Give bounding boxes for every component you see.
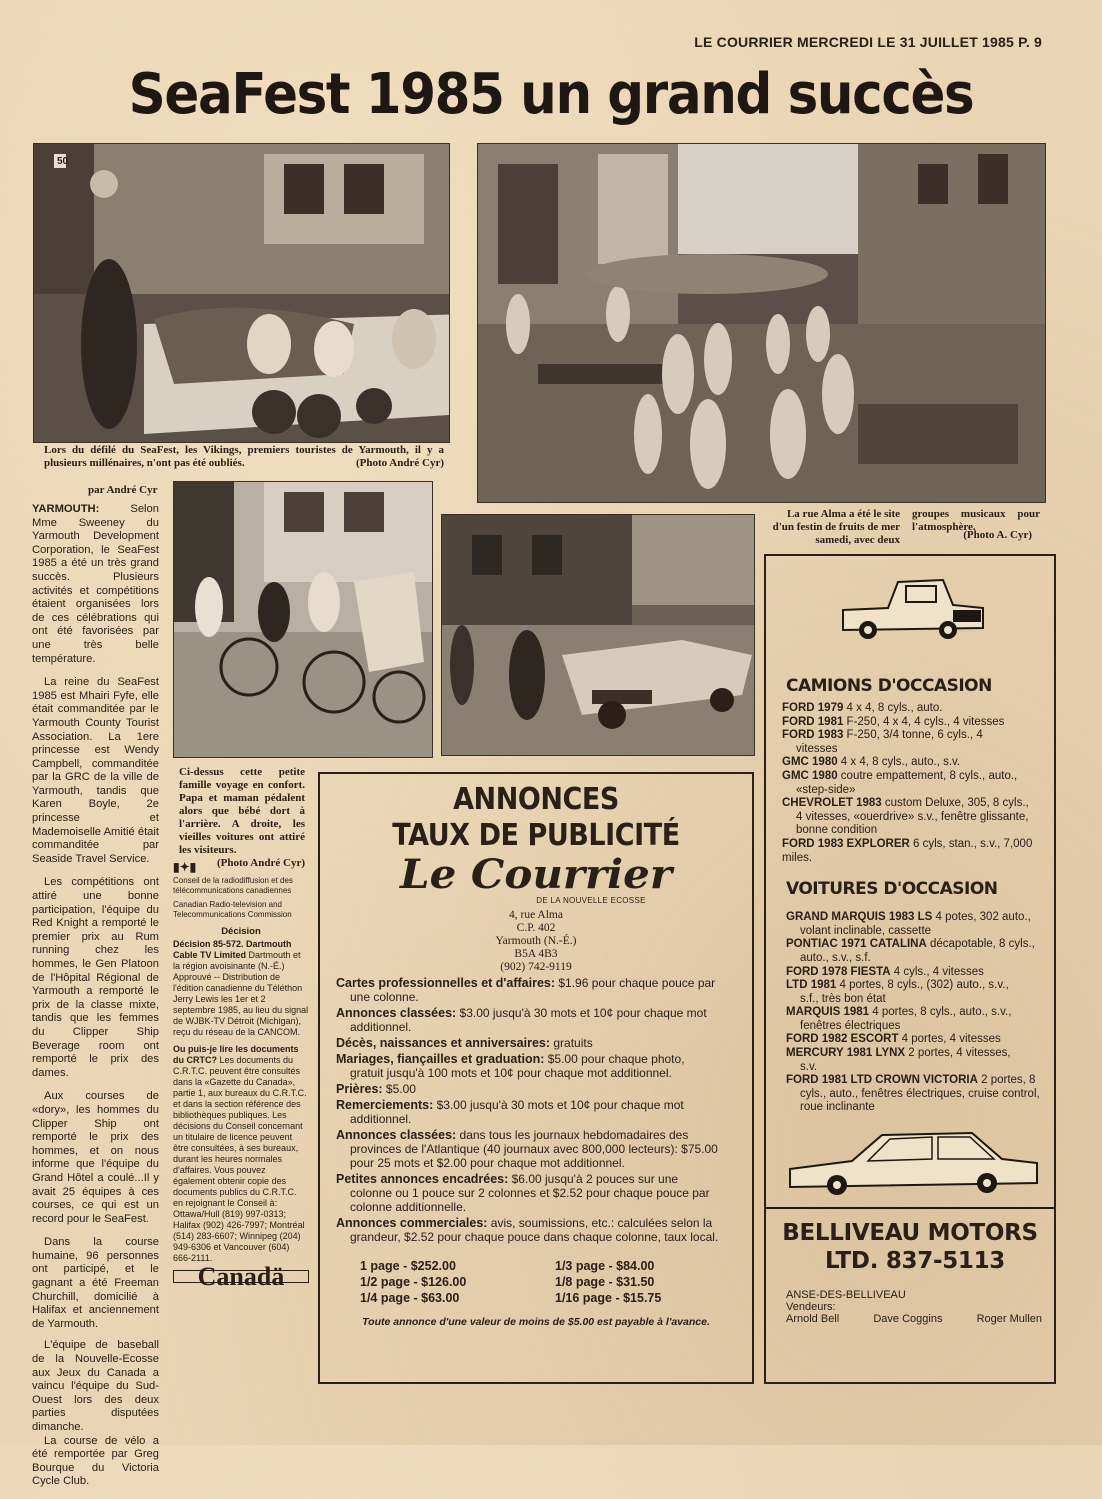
rate-text: gratuits (550, 1036, 593, 1050)
vehicle-desc: F-250, 3/4 tonne, 6 cyls., 4 (843, 729, 983, 742)
vehicle-desc: 2 portes, 4 vitesses, (905, 1047, 1011, 1060)
rate-text-cont: une colonne. (350, 990, 419, 1004)
vehicle-model: CHEVROLET 1983 (782, 797, 882, 810)
vehicle-model: GMC 1980 (782, 769, 838, 782)
ads-footnote: Toute annonce d'une valeur de moins de $5.00 est payable à l'avance. (362, 1316, 710, 1328)
rate-item (336, 976, 742, 1004)
rate-text-cont: provinces de l'Atlantique (40 journaux avec 800,000 lecteurs): $75.00 pour 25 mots et $2.00 pour chaque mot additionnel. (350, 1142, 718, 1170)
rate-text-cont: colonne ou 1 pouce sur 2 colonnes et $2.52 pour chaque pouce par colonne additionnelle. (350, 1186, 710, 1214)
alma-caption-left: La rue Alma a été le site d'un festin de fruits de mer samedi, avec deux (772, 508, 900, 546)
canada-flag-icon: ▮✦▮ (173, 860, 197, 874)
crtc-notice (173, 860, 309, 1291)
vehicle-desc: coutre empattement, 8 cyls., auto., (837, 769, 1018, 782)
vendors-label: Vendeurs: (786, 1301, 836, 1314)
vehicle-model: FORD 1978 FIESTA (786, 965, 891, 978)
article-text: Selon Mme Sweeney du Yarmouth Development Corporation, le SeaFest 1985 a été un très grand succès. Plusieurs activités et compétitions étaient organisées lors de ces célébrations qui ont été favorisées par une très belle température. (32, 503, 159, 665)
photo-alma-street (477, 143, 1046, 503)
viking-caption-text: Lors du défilé du SeaFest, les Vikings, premiers touristes de Yarmouth, il y a plusieurs millénaires, n'ont pas été oubliés. (44, 444, 444, 469)
article-body (32, 503, 159, 1499)
rate-text-cont: grandeur, $2.52 pour chaque pouce dans chaque colonne, taux local. (350, 1230, 719, 1244)
prices-left-col (360, 1258, 555, 1306)
vehicle-item (786, 1006, 1044, 1033)
le-courrier-logo-sub: DE LA NOUVELLE ECOSSE (536, 896, 646, 905)
rate-text: $3.00 jusqu'à 30 mots et 10¢ pour chaque mot (433, 1098, 684, 1112)
address-line: 4, rue Alma (509, 909, 563, 921)
vehicle-item (782, 838, 1044, 865)
le-courrier-logo: Le Courrier (400, 851, 672, 898)
vehicle-desc: 4 portes, 4 vitesses (898, 1033, 1001, 1046)
vehicle-model: PONTIAC 1971 CATALINA (786, 938, 927, 951)
ad-rates-box (318, 772, 754, 1384)
vehicle-model: FORD 1981 (782, 715, 844, 728)
dealer-divider (766, 1207, 1054, 1209)
vehicle-model: GMC 1980 (782, 756, 838, 769)
vehicle-desc: 4 cyls., 4 vitesses (890, 965, 984, 978)
vehicle-model: FORD 1983 (782, 729, 844, 742)
prices-right-col (555, 1258, 661, 1306)
viking-caption (44, 444, 444, 470)
vehicle-item (786, 1074, 1044, 1115)
trucks-heading: CAMIONS D'OCCASION (786, 676, 992, 696)
vehicle-desc: décapotable, 8 cyls., (926, 938, 1035, 951)
headline: SeaFest 1985 un grand succès (128, 62, 974, 127)
rate-label: Annonces classées: (336, 1006, 457, 1020)
vehicle-model: MERCURY 1981 LYNX (786, 1047, 906, 1060)
price-item: 1/2 page - $126.00 (360, 1275, 467, 1289)
photo-family-bike (173, 481, 433, 758)
sedan-illustration (782, 1125, 1042, 1199)
vehicle-item (782, 797, 1044, 838)
viking-credit: (Photo André Cyr) (356, 457, 444, 469)
rate-label: Cartes professionnelles et d'affaires: (336, 976, 556, 990)
rate-label: Remerciements: (336, 1098, 434, 1112)
article-paragraph: Aux courses de «dory», les hommes du Clipper Ship ont remporté le prix des hommes, et on nous informe que l'équipe du Grand Hôtel a coulé...Il y avait 25 équipes à ces courses, ce qui est un record pour le SeaFest. (32, 1090, 159, 1225)
vehicle-desc: F-250, 4 x 4, 4 cyls., 4 vitesses (843, 715, 1005, 728)
rate-item (336, 1128, 742, 1170)
vehicle-desc-cont: auto., s.v., s.f. (800, 951, 871, 964)
article-paragraph: Les compétitions ont attiré une bonne participation, l'équipe du Red Knight a remporté le premier prix au Rum running chez les hommes, le Gen Platoon de l'Hôpital Régional de Yarmouth a remporté le prix de la classe mixte, tandis que les femmes du Clipper Ship Beverage room ont remporté le prix des dames. (32, 876, 159, 1079)
rate-label: Mariages, fiançailles et graduation: (336, 1052, 545, 1066)
vehicle-desc: 4 portes, 8 cyls., (302) auto., s.v., (836, 979, 1009, 992)
photo-antique-cars (441, 514, 755, 756)
vehicle-desc-cont: 4 vitesses, «ouerdrive» s.v., fenêtre glissante, bonne condition (796, 810, 1029, 837)
pickup-truck-illustration (838, 570, 988, 640)
crtc-fr-name: Conseil de la radiodiffusion et des télécommunications canadiennes (173, 876, 293, 895)
vehicle-desc: 4 x 4, 8 cyls., auto. (843, 702, 943, 714)
vehicle-model: MARQUIS 1981 (786, 1006, 870, 1019)
page-prices (320, 1246, 752, 1306)
price-item: 1/16 page - $15.75 (555, 1291, 662, 1305)
article-paragraph: La reine du SeaFest 1985 est Mhairi Fyfe, elle était commanditée par le Yarmouth County Tourist Association. La 1ere princesse est Wendy Campbell, commanditée par la GRC de la ville de Yarmouth, tandis que Karen Boyle, 2e princesse et Mademoiselle Amitié était commanditée par Seaside Travel Service. (32, 676, 159, 865)
rate-item (336, 1052, 742, 1080)
vehicle-desc: 6 cyls, stan., s.v., 7,000 (909, 837, 1033, 850)
dealer-name: BELLIVEAU MOTORS (782, 1220, 1038, 1247)
vendor-name: Dave Coggins (873, 1313, 943, 1326)
rate-label: Annonces classées: (336, 1128, 457, 1142)
alma-caption (770, 508, 1040, 547)
rate-text: $5.00 pour chaque photo, (544, 1052, 685, 1066)
photo-viking-float (33, 143, 450, 443)
rate-text: dans tous les journaux hebdomadaires des (456, 1128, 689, 1142)
vehicle-desc-cont: s.v. (800, 1060, 818, 1073)
article-paragraph: Dans la course humaine, 96 personnes ont participé, et le gagnant a été Freeman Churchill, domicilié à Halifax et anciennement de Yarmouth. (32, 1236, 159, 1330)
alma-credit: (Photo A. Cyr) (963, 529, 1032, 541)
rate-item (336, 1006, 742, 1034)
price-item: 1/4 page - $63.00 (360, 1291, 460, 1305)
vehicle-item (786, 911, 1044, 938)
crtc-decision-lead: Décision 85-572. Dartmouth Cable TV Limited (173, 939, 292, 960)
vehicle-item (786, 966, 1044, 980)
ads-title-line1: ANNONCES (453, 782, 619, 817)
address-line: Yarmouth (N.-É.) (495, 935, 577, 947)
canada-wordmark: Canadä (173, 1270, 309, 1283)
vehicle-desc-cont: fenêtres électriques (800, 1019, 901, 1032)
family-caption-text: Ci-dessus cette petite famille voyage en confort. Papa et maman pédalent alors que bébé dort à l'arrière. A droite, les vieilles voitures ont attiré les visiteurs. (179, 766, 305, 856)
rate-item (336, 1098, 742, 1126)
vehicle-desc: 4 x 4, 8 cyls., auto., s.v. (837, 756, 961, 769)
vehicle-desc: custom Deluxe, 305, 8 cyls., (881, 797, 1029, 810)
crtc-decision-heading: Décision (221, 926, 261, 937)
rate-text: avis, soumissions, etc.: calculées selon la (487, 1216, 713, 1230)
vehicle-model: LTD 1981 (786, 979, 837, 992)
vehicle-item (782, 756, 1044, 770)
cars-list (766, 911, 1054, 1115)
rate-label: Annonces commerciales: (336, 1216, 488, 1230)
rate-text-cont: gratuit jusqu'à 100 mots et 10¢ pour chaque mot additionnel. (350, 1066, 672, 1080)
article-paragraph: L'équipe de baseball de la Nouvelle-Ecosse aux Jeux du Canada a vaincu l'équipe du Sud-Ouest lors des deux parties disputées dimanche. (32, 1339, 159, 1433)
vehicle-desc: 4 potes, 302 auto., (932, 911, 1031, 924)
alma-caption-right: groupes musicaux pour l'atmosphère. (912, 508, 1040, 533)
vendor-name: Arnold Bell (786, 1313, 840, 1326)
vehicle-item (782, 729, 1044, 756)
vehicle-item (786, 1033, 1044, 1047)
vehicle-desc-cont: volant inclinable, cassette (800, 924, 932, 937)
rate-text-cont: additionnel. (350, 1112, 412, 1126)
vehicle-model: FORD 1981 LTD CROWN VICTORIA (786, 1074, 978, 1087)
masthead-line: LE COURRIER MERCREDI LE 31 JUILLET 1985 P. 9 (694, 34, 1042, 50)
family-caption (179, 766, 305, 870)
rate-label: Prières: (336, 1082, 383, 1096)
vehicle-desc-cont: s.f., très bon état (800, 992, 886, 1005)
vehicle-desc: 4 portes, 8 cyls., auto., s.v., (869, 1006, 1012, 1019)
address-line: C.P. 402 (516, 922, 556, 934)
vehicle-model: GRAND MARQUIS 1983 LS (786, 911, 933, 924)
vehicle-item (782, 702, 1044, 716)
rate-text: $3.00 jusqu'à 30 mots et 10¢ pour chaque mot (456, 1006, 707, 1020)
vehicle-item (786, 1047, 1044, 1074)
vehicle-desc-cont: «step-side» (796, 783, 856, 796)
article-byline: par André Cyr (88, 484, 158, 496)
rate-item (336, 1216, 742, 1244)
vehicle-model: FORD 1982 ESCORT (786, 1033, 899, 1046)
cars-heading: VOITURES D'OCCASION (786, 879, 998, 900)
vehicle-desc-cont: miles. (782, 851, 813, 864)
rate-item (336, 1082, 742, 1096)
rate-label: Petites annonces encadrées: (336, 1172, 509, 1186)
ads-address (320, 909, 752, 974)
article-paragraph: La course de vélo a été remportée par Greg Bourque du Victoria Cycle Club. (32, 1434, 159, 1488)
rate-text-cont: additionnel. (350, 1020, 412, 1034)
rate-item (336, 1172, 742, 1214)
crtc-docs-text: Les documents du C.R.T.C. peuvent être consultés dans la «Gazette du Canada», partie 1, aux bureaux du C.R.T.C. et dans la section référence des bibliothèques publiques. Les décisions du Conseil concernant un titulaire de licence peuvent être consultées, à ses bureaux, durant les heures normales d'affaires. Vous pouvez également obtenir copie des documents publics du C.R.T.C. en rejoignant le Conseil à: Ottawa/Hull (819) 997-0313; Halifax (902) 426-7997; Montréal (514) 283-6607; Winnipeg (204) 949-6306 et Vancouver (604) 666-2111. (173, 1055, 307, 1263)
price-item: 1/3 page - $84.00 (555, 1259, 655, 1273)
ads-title-line2: TAUX DE PUBLICITÉ (392, 818, 680, 853)
vehicle-item (786, 979, 1044, 1006)
vehicle-item (782, 770, 1044, 797)
dealer-phone: LTD. 837-5113 (824, 1248, 1006, 1275)
crtc-en-name: Canadian Radio-television and Telecommunications Commission (173, 900, 292, 919)
crtc-decision (173, 939, 309, 1038)
address-line: (902) 742-9119 (500, 961, 572, 973)
vehicle-item (782, 716, 1044, 730)
belliveau-motors-ad (764, 554, 1056, 1384)
vehicle-item (786, 938, 1044, 965)
vendors-list (766, 1313, 1054, 1325)
family-credit: (Photo André Cyr) (217, 857, 305, 869)
speed-limit-sign: 50 (57, 156, 69, 167)
vehicle-desc-cont: cyls., auto., fenêtres électriques, cruise control, roue inclinante (800, 1087, 1040, 1114)
vehicle-desc-cont: vitesses (796, 742, 838, 755)
crtc-docs (173, 1044, 309, 1264)
price-item: 1 page - $252.00 (360, 1259, 456, 1273)
vehicle-model: FORD 1983 EXPLORER (782, 837, 910, 850)
dateline: YARMOUTH: (32, 503, 100, 515)
price-item: 1/8 page - $31.50 (555, 1275, 655, 1289)
article-paragraph (32, 503, 159, 666)
vendor-name: Roger Mullen (976, 1313, 1042, 1326)
crtc-docs-lead: Ou puis-je lire les documents du CRTC? (173, 1044, 299, 1065)
crtc-decision-text: Dartmouth et la région avoisinante (N.-É.) Approuvé -- Distribution de l'édition canadienne du Téléthon Jerry Lewis les 1er et 2 septembre 1985, au lieu du signal de WJBK-TV Détroit (Michigan), reçu du réseau de la CANCOM. (173, 950, 309, 1037)
rate-text: $5.00 (382, 1082, 416, 1096)
rate-text: $1.96 pour chaque pouce par (555, 976, 716, 990)
address-line: B5A 4B3 (514, 948, 558, 960)
dealer-location: ANSE-DES-BELLIVEAU (786, 1289, 906, 1302)
vehicle-model: FORD 1979 (782, 702, 844, 714)
trucks-list (766, 702, 1054, 865)
rates-list (320, 974, 752, 1244)
rate-text: $6.00 jusqu'à 2 pouces sur une (508, 1172, 679, 1186)
vehicle-desc: 2 portes, 8 (977, 1074, 1036, 1087)
rate-item (336, 1036, 742, 1050)
rate-label: Décès, naissances et anniversaires: (336, 1036, 551, 1050)
